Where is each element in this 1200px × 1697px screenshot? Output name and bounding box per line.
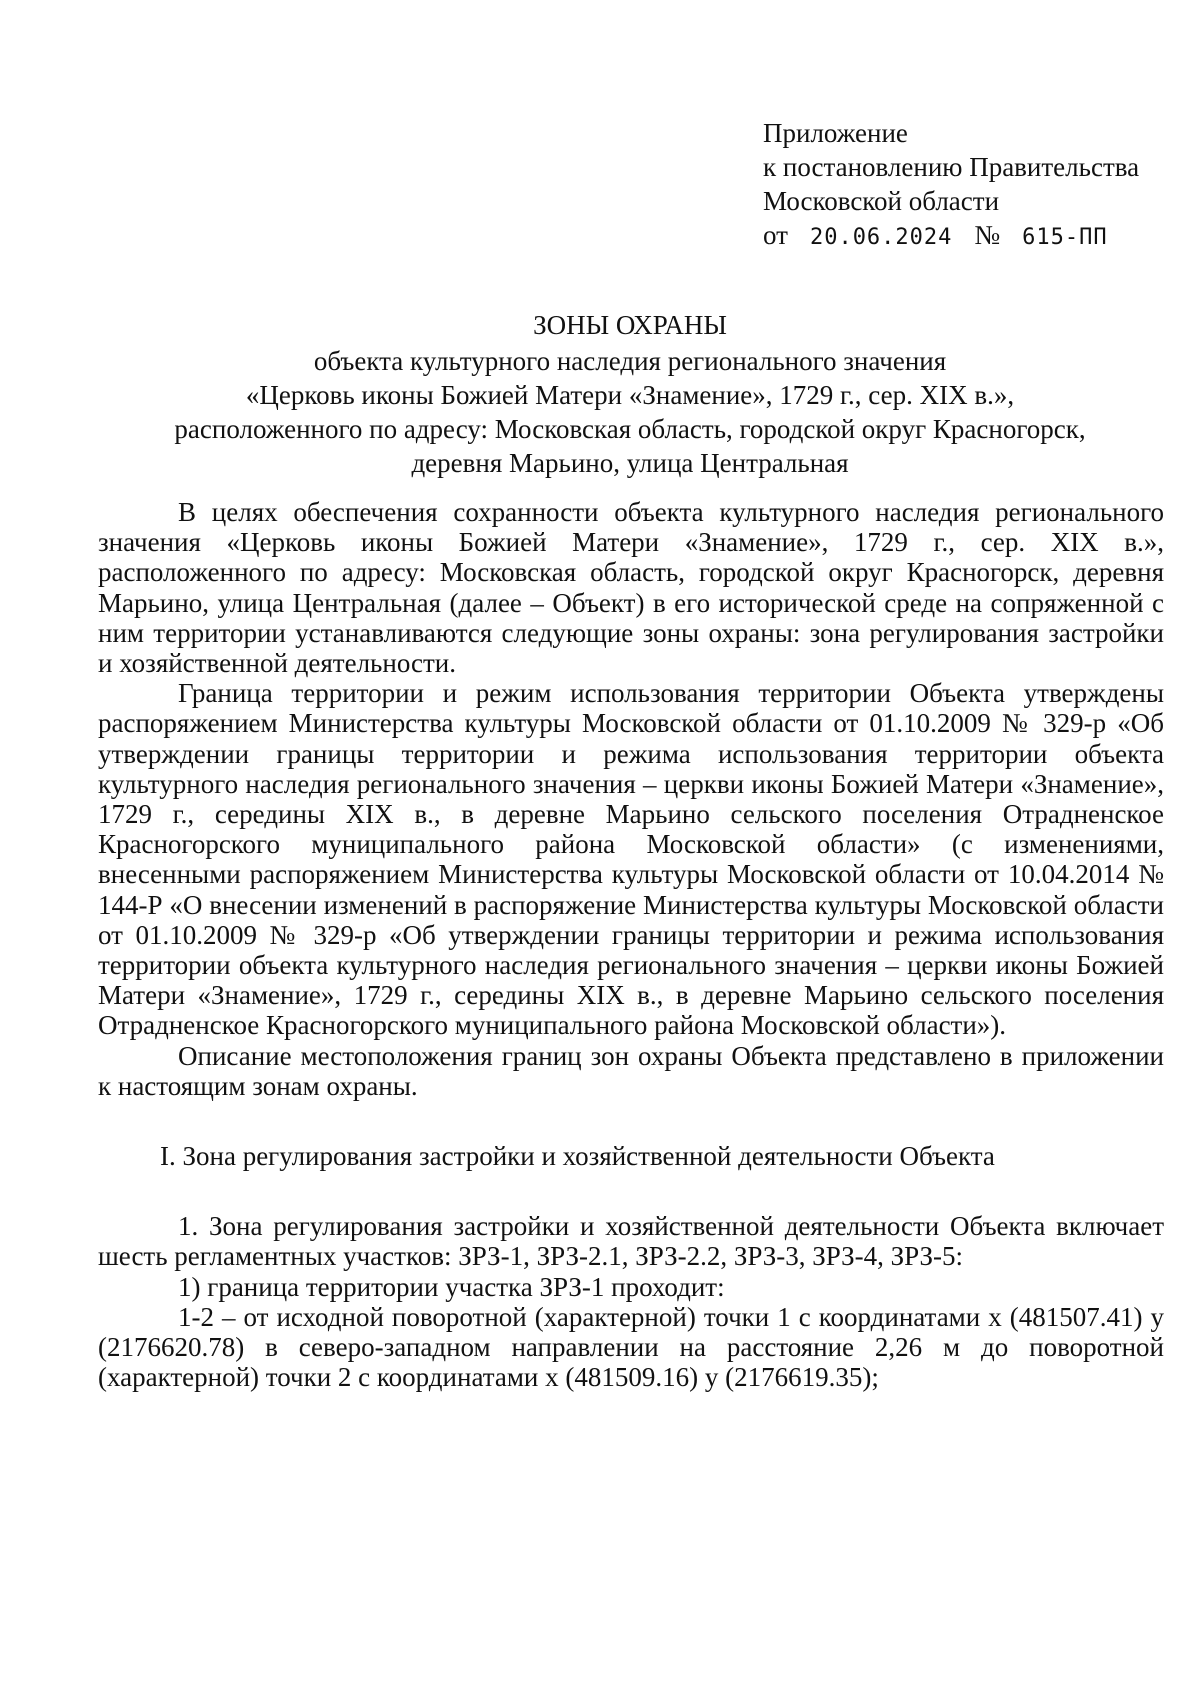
appendix-header bbox=[763, 116, 1183, 255]
date-value: 20.06.2024 bbox=[809, 225, 953, 250]
paragraph-boundary: Граница территории и режим использования территории Объекта утверждены распоряжением Министерства культуры Московской области от 01.10.2009 № 329-р «Об утверждении границы территории и режима использования территории объекта культурного наследия регионального значения – церкви иконы Божией Матери «Знамение», 1729 г., середины XIX в., в деревне Марьино сельского поселения Отрадненское Красногорского муниципального района Московской области» (с изменениями, внесенными распоряжением Министерства культуры Московской области от 10.04.2014 № 144-Р «О внесении изменений в распоряжение Министерства культуры Московской области от 01.10.2009 № 329-р «Об утверждении границы территории и режима использования территории объекта культурного наследия регионального значения – церкви иконы Божией Матери «Знамение», 1729 г., середины XIX в., в деревне Марьино сельского поселения Отрадненское Красногорского муниципального района Московской области»). bbox=[98, 678, 1164, 1041]
title-line-4: деревня Марьино, улица Центральная bbox=[411, 448, 849, 478]
paragraph-zrz1-segment-1-2: 1-2 – от исходной поворотной (характерной) точки 1 с координатами х (481507.41) у (2176620.78) в северо-западном направлении на расстояние 2,26 м до поворотной (характерной) точки 2 с координатами х (481509.16) у (2176619.35); bbox=[98, 1301, 1164, 1393]
date-prefix: от bbox=[763, 220, 788, 250]
paragraph-purpose: В целях обеспечения сохранности объекта культурного наследия регионального значения «Церковь иконы Божией Матери «Знамение», 1729 г., сер. XIX в.», расположенного по адресу: Московская область, городской округ Красногорск, деревня Марьино, улица Центральная (далее – Объект) в его исторической среде на сопряженной с ним территории устанавливаются следующие зоны охраны: зона регулирования застройки и хозяйственной деятельности. bbox=[98, 497, 1164, 679]
title-line-2: «Церковь иконы Божией Матери «Знамение», 1729 г., сер. XIX в.», bbox=[245, 380, 1015, 410]
title-line-3: расположенного по адресу: Московская область, городской округ Красногорск, bbox=[174, 414, 1086, 444]
document-body bbox=[98, 497, 1164, 1392]
appendix-region-line: Московской области bbox=[763, 186, 1000, 216]
number-sign: № bbox=[974, 220, 1001, 250]
paragraph-zone-composition: 1. Зона регулирования застройки и хозяйственной деятельности Объекта включает шесть регламентных участков: ЗРЗ-1, ЗРЗ-2.1, ЗРЗ-2.2, ЗРЗ-3, ЗРЗ-4, ЗРЗ-5: bbox=[98, 1211, 1164, 1272]
document-title bbox=[100, 308, 1160, 480]
title-line-1: объекта культурного наследия регионального значения bbox=[313, 346, 947, 376]
appendix-date-row bbox=[763, 218, 1183, 255]
appendix-resolution-line: к постановлению Правительства bbox=[763, 152, 1140, 182]
section-heading: I. Зона регулирования застройки и хозяйственной деятельности Объекта bbox=[160, 1141, 995, 1172]
number-value: 615-ПП bbox=[1022, 225, 1108, 250]
title-main: ЗОНЫ ОХРАНЫ bbox=[533, 310, 727, 340]
paragraph-zrz1-intro: 1) граница территории участка ЗРЗ-1 проходит: bbox=[178, 1271, 725, 1302]
paragraph-description: Описание местоположения границ зон охраны Объекта представлено в приложении к настоящим зонам охраны. bbox=[98, 1040, 1164, 1101]
appendix-label: Приложение bbox=[763, 118, 908, 148]
